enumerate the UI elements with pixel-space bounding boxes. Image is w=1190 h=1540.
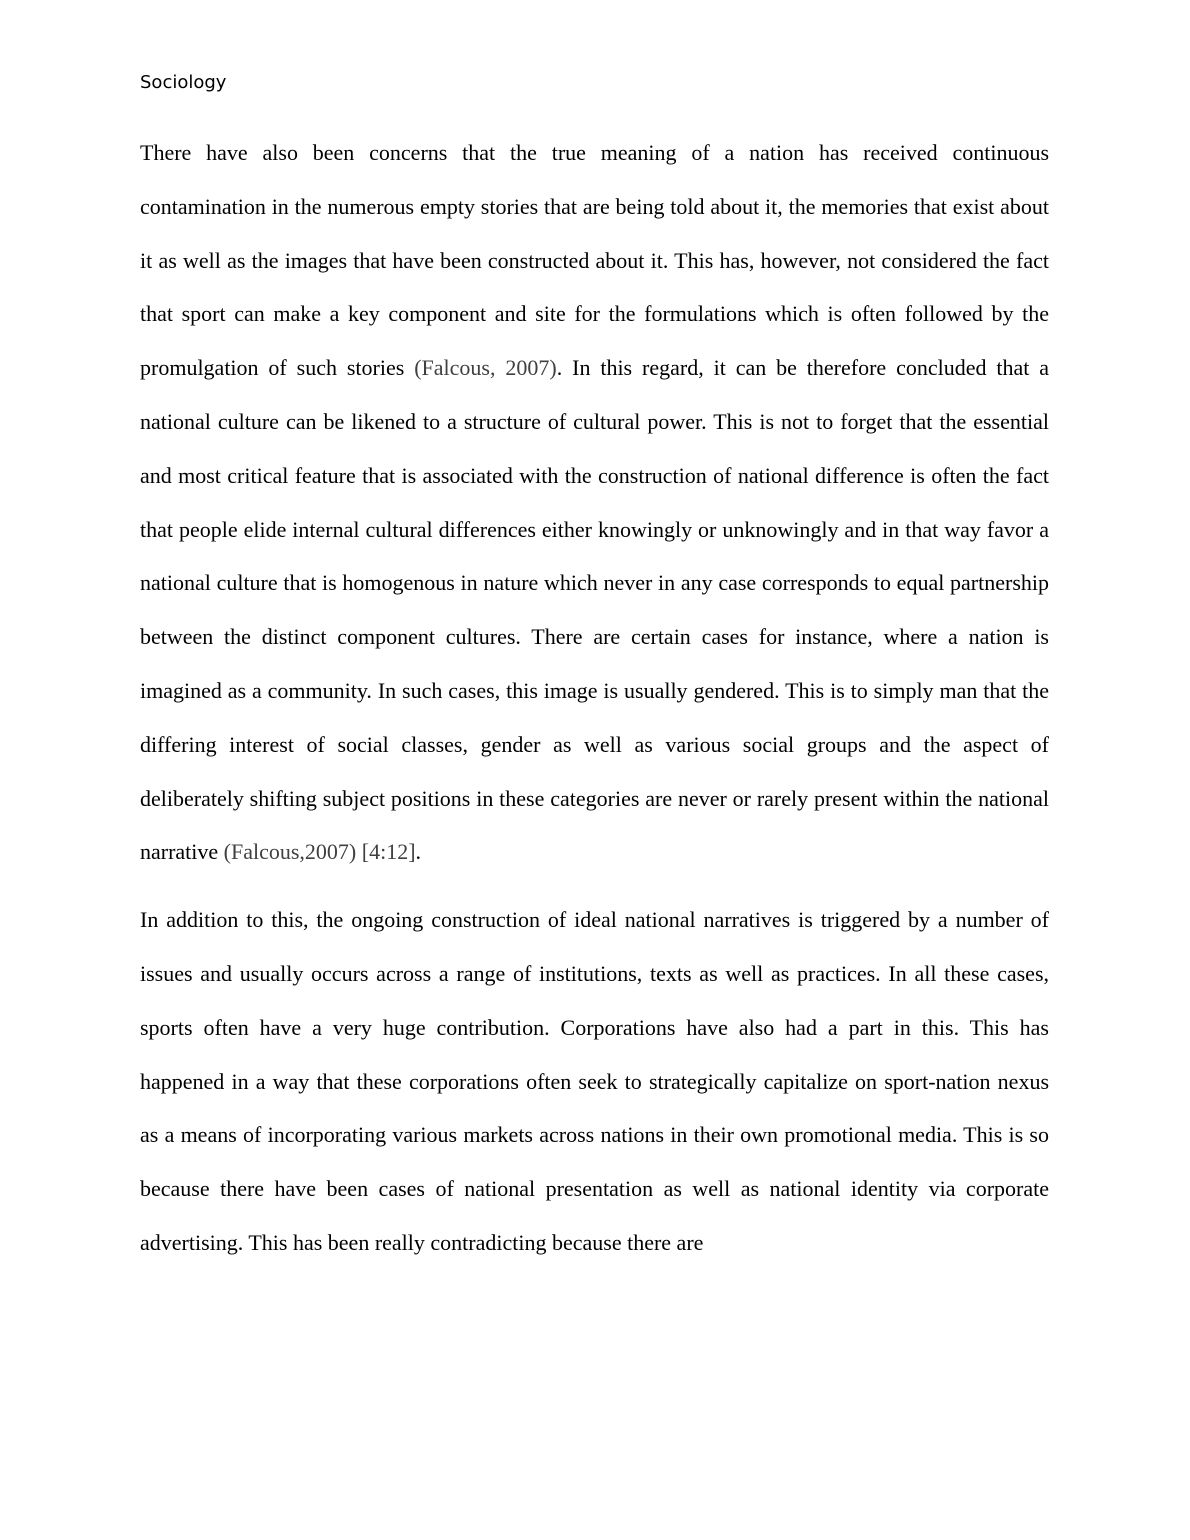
document-body [140,126,1049,1270]
citation-falcous-2007: (Falcous, 2007) [414,355,557,381]
running-head: Sociology [140,72,227,93]
paragraph-2: In addition to this, the ongoing construction of ideal national narratives is triggered by a number of issues and usually occurs across a range of institutions, texts as well as practices. In all these cases, sports often have a very huge contribution. Corporations have also had a part in this. This has happened in a way that these corporations often seek to strategically capitalize on sport-nation nexus as a means of incorporating various markets across nations in their own promotional media. This is so because there have been cases of national presentation as well as national identity via corporate advertising. This has been really contradicting because there are [140,907,1049,1255]
paragraph-1-text-a: There have also been concerns that the true meaning of a nation has received continuous contamination in the numerous empty stories that are being told about it, the memories that exist about it as well as the images that have been constructed about it. This has, however, not considered the fact that sport can make a key component and site for the formulations which is often followed by the promulgation of such stories [140,140,1049,381]
citation-falcous-2007-page: (Falcous,2007) [4:12] [223,839,416,865]
paragraph-1-text-b: . In this regard, it can be therefore concluded that a national culture can be likened to a structure of cultural power. This is not to forget that the essential and most critical feature that is associated with the construction of national difference is often the fact that people elide internal cultural differences either knowingly or unknowingly and in that way favor a national culture that is homogenous in nature which never in any case corresponds to equal partnership between the distinct component cultures. There are certain cases for instance, where a nation is imagined as a community. In such cases, this image is usually gendered. This is to simply man that the differing interest of social classes, gender as well as various social groups and the aspect of deliberately shifting subject positions in these categories are never or rarely present within the national narrative [140,355,1050,865]
paragraph-1-text-c: . [415,839,422,865]
paragraph-1 [140,126,1049,879]
